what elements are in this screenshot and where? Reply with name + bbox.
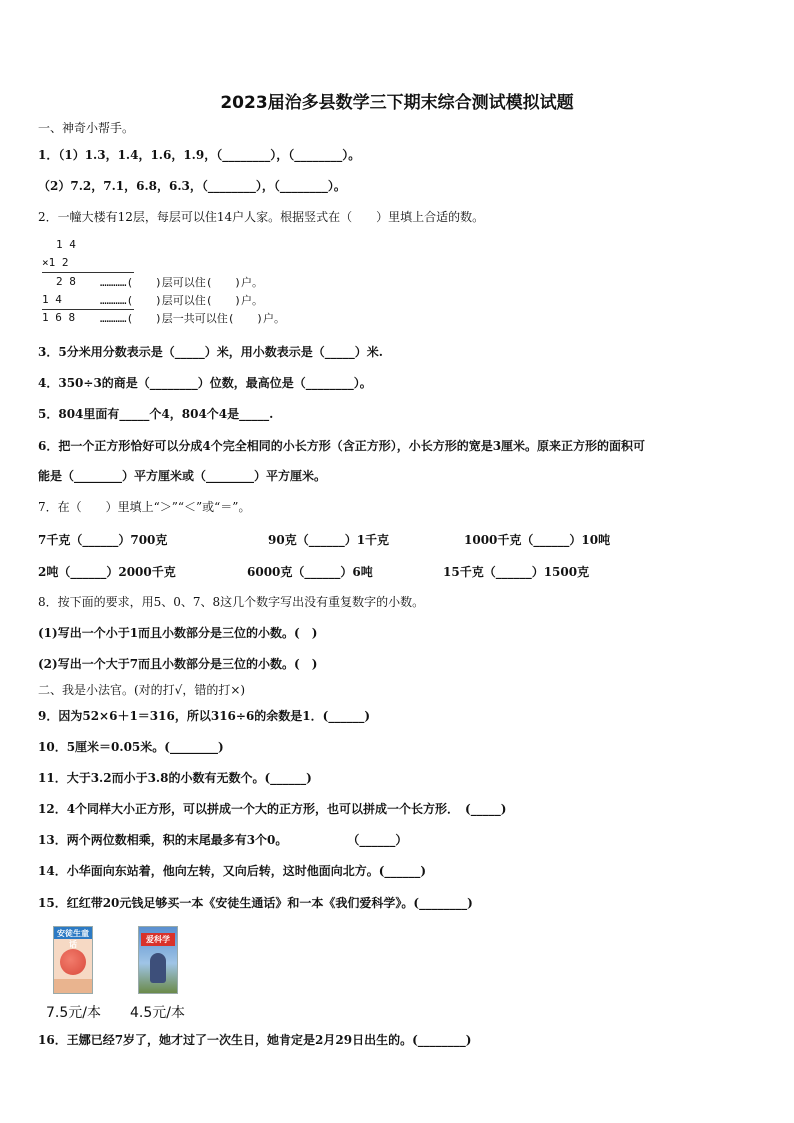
compare-item: 7千克（______）700克 (38, 533, 168, 547)
compare-item: 2吨（______）2000千克 (38, 565, 176, 579)
cover-base (54, 979, 92, 993)
section-2-heading: 二、我是小法官。(对的打√，错的打×) (38, 683, 246, 697)
question-7-row-2 (0, 563, 794, 579)
question-12: 12．4个同样大小正方形，可以拼成一个大的正方形，也可以拼成一个长方形． (_____) (38, 802, 507, 816)
question-8b: (2)写出一个大于7而且小数部分是三位的小数。( ) (38, 657, 318, 671)
question-11: 11．大于3.2而小于3.8的小数有无数个。(______) (38, 771, 312, 785)
compare-item: 90克（______）1千克 (268, 533, 390, 547)
figure-illustration-icon (150, 953, 166, 983)
question-8: 8．按下面的要求，用5、0、7、8这几个数字写出没有重复数字的小数。 (38, 595, 425, 609)
vertical-multiplication (38, 236, 378, 328)
question-7: 7．在（ ）里填上“＞”“＜”或“＝”。 (38, 500, 251, 514)
question-10: 10．5厘米＝0.05米。(________) (38, 740, 224, 754)
calc-note-3: …………( )层一共可以住( )户。 (100, 312, 285, 325)
question-5: 5．804里面有_____个4，804个4是_____. (38, 407, 274, 421)
calc-multiplier: ×1 2 (42, 256, 69, 269)
question-9: 9．因为52×6＋1＝316，所以316÷6的余数是1．(______) (38, 709, 371, 723)
book-cover-title: 安徒生童话 (57, 929, 89, 949)
price-book-2: 4.5元/本 (130, 1005, 185, 1021)
question-14: 14．小华面向东站着，他向左转，又向后转，这时他面向北方。(______) (38, 864, 427, 878)
compare-item: 1000千克（______）10吨 (464, 533, 611, 547)
question-15: 15．红红带20元钱足够买一本《安徒生通话》和一本《我们爱科学》。(________) (38, 896, 473, 910)
question-2: 2．一幢大楼有12层，每层可以住14户人家。根据竖式在（ ）里填上合适的数。 (38, 210, 485, 224)
compare-item: 6000克（______）6吨 (247, 565, 373, 579)
question-4: 4．350÷3的商是（________）位数，最高位是（________）。 (38, 376, 372, 390)
calc-note-1: …………( )层可以住( )户。 (100, 276, 263, 289)
question-13: 13．两个两位数相乘，积的末尾最多有3个0。 （______） (38, 833, 408, 847)
question-7-row-1 (0, 531, 794, 547)
question-8a: (1)写出一个小于1而且小数部分是三位的小数。( ) (38, 626, 318, 640)
calc-product: 1 6 8 (42, 311, 76, 324)
calc-partial-1: 2 8 (56, 275, 76, 288)
price-book-1: 7.5元/本 (46, 1005, 101, 1021)
compare-item: 15千克（______）1500克 (443, 565, 590, 579)
question-6-line-2: 能是（________）平方厘米或（________）平方厘米。 (38, 469, 327, 483)
calc-multiplicand: 1 4 (56, 238, 76, 251)
heart-illustration-icon (60, 949, 86, 975)
section-1-heading: 一、神奇小帮手。 (38, 121, 135, 135)
calc-rule-1 (42, 272, 134, 273)
calc-note-2: …………( )层可以住( )户。 (100, 294, 263, 307)
book-cover-title: 爱科学 (141, 933, 175, 946)
book-cover-science (138, 926, 178, 994)
question-1a: 1．（1）1.3，1.4，1.6，1.9，（________），（________）。 (38, 148, 361, 162)
book-cover-andersen (53, 926, 93, 994)
page-title: 2023届治多县数学三下期末综合测试模拟试题 (220, 93, 574, 113)
question-16: 16．王娜已经7岁了，她才过了一次生日，她肯定是2月29日出生的。(________) (38, 1033, 472, 1047)
calc-partial-2: 1 4 (42, 293, 62, 306)
question-3: 3．5分米用分数表示是（_____）米，用小数表示是（_____）米. (38, 345, 383, 359)
question-6-line-1: 6．把一个正方形恰好可以分成4个完全相同的小长方形（含正方形），小长方形的宽是3厘米。原来正方形的面积可 (38, 439, 646, 453)
question-1b: （2）7.2，7.1，6.8，6.3，（________），（________）。 (38, 179, 346, 193)
